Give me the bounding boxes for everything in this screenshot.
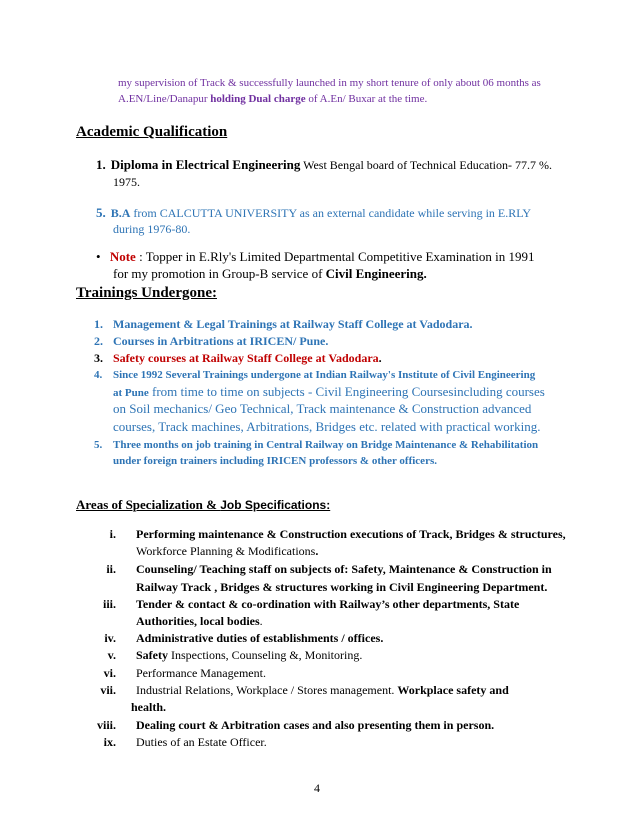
academic-note: [96, 249, 535, 265]
area-num: vii.: [100, 683, 116, 697]
area-text: Inspections, Counseling &, Monitoring.: [168, 648, 363, 662]
heading-part-sans: Job Specifications:: [220, 498, 331, 512]
note-text: for my promotion in Group-B service of: [113, 266, 326, 281]
item-num: 5.: [94, 439, 103, 451]
training-item-5-line-2: under foreign trainers including IRICEN professors & other officers.: [113, 455, 437, 467]
academic-item-2-line-2: during 1976-80.: [113, 222, 191, 236]
item-rest: West Bengal board of Technical Education- 77.7 %.: [300, 158, 553, 172]
area-num: viii.: [96, 718, 116, 732]
area-item-7: [136, 683, 509, 698]
heading-part: Areas of Specialization &: [76, 497, 221, 512]
area-item-2: Counseling/ Teaching staff on subjects of: Safety, Maintenance & Construction in: [136, 562, 552, 576]
item-num: 5.: [96, 205, 106, 220]
area-num: iii.: [102, 597, 116, 611]
intro-line-2: [118, 93, 427, 105]
item-text: from time to time on subjects - Civil Engineering Coursesincluding courses: [148, 384, 545, 399]
area-item-4: Administrative duties of establishments / offices.: [136, 631, 384, 645]
area-tail: .: [259, 614, 263, 628]
academic-item-1: [96, 157, 552, 173]
note-rest: : Topper in E.Rly's Limited Departmental Competitive Examination in 1991: [135, 249, 535, 264]
item-num: 3.: [94, 351, 103, 365]
trainings-heading: Trainings Undergone:: [76, 285, 217, 301]
item-text: Three months on job training in Central Railway on Bridge Maintenance & Rehabilitation: [113, 439, 539, 451]
training-item-5: [94, 439, 538, 451]
area-tail: .: [315, 544, 319, 558]
area-bold: Safety: [136, 648, 168, 662]
area-item-2-line-2: Railway Track , Bridges & structures working in Civil Engineering Department.: [136, 580, 548, 594]
bullet-icon: •: [96, 249, 101, 264]
item-num: 4.: [94, 369, 103, 381]
area-item-3-line-2: [136, 614, 263, 629]
item-text: Courses in Arbitrations at IRICEN/ Pune.: [113, 334, 329, 348]
note-bold: Civil Engineering.: [325, 266, 427, 281]
item-rest: from CALCUTTA UNIVERSITY as an external candidate while serving in E.RLY: [130, 206, 532, 220]
note-label: Note: [109, 249, 136, 264]
area-item-9: Duties of an Estate Officer.: [136, 735, 267, 749]
area-item-1-line-2: [136, 544, 318, 559]
area-bold: Workplace safety and: [397, 683, 509, 697]
area-num: v.: [107, 648, 116, 662]
area-num: ix.: [103, 735, 116, 749]
training-item-4-line-4: courses, Track machines, Arbitrations, Bridges etc. related with practical working.: [113, 419, 541, 434]
area-item-1: Performing maintenance & Construction executions of Track, Bridges & structures,: [136, 527, 566, 541]
area-num: ii.: [106, 562, 116, 576]
page-number: 4: [314, 781, 320, 795]
area-item-3: Tender & contact & co-ordination with Railway’s other departments, State: [136, 597, 520, 611]
area-text: Authorities, local bodies: [136, 614, 260, 628]
training-item-4-line-2: [113, 383, 545, 401]
item-num: 1.: [96, 157, 106, 172]
area-item-6: Performance Management.: [136, 666, 266, 680]
training-item-4-line-3: on Soil mechanics/ Geo Technical, Track maintenance & Construction advanced: [113, 401, 532, 416]
area-item-7-line-2: health.: [131, 700, 167, 714]
area-num: i.: [109, 527, 116, 541]
areas-heading: [76, 497, 330, 513]
area-num: vi.: [103, 666, 116, 680]
intro-text-end: of A.En/ Buxar at the time.: [305, 93, 428, 105]
intro-text: A.EN/Line/Danapur: [118, 93, 211, 105]
item-text-bold: at Pune: [113, 387, 149, 399]
item-text: Since 1992 Several Trainings undergone at Indian Railway's Institute of Civil Engineering: [113, 369, 536, 381]
intro-bold: holding Dual charge: [210, 93, 306, 105]
training-item-4: [94, 369, 535, 381]
area-num: iv.: [104, 631, 116, 645]
item-title: B.A: [110, 206, 131, 220]
academic-item-1-line-2: 1975.: [113, 175, 140, 189]
training-item-3: [94, 351, 382, 366]
area-text: Workforce Planning & Modifications: [136, 544, 316, 558]
area-item-5: [136, 648, 362, 663]
academic-note-line-2: [113, 266, 427, 282]
item-num: 1.: [94, 317, 103, 331]
item-title: Diploma in Electrical Engineering: [110, 157, 301, 172]
academic-item-2: [96, 205, 531, 221]
area-item-8: Dealing court & Arbitration cases and also presenting them in person.: [136, 718, 495, 732]
intro-line-1: my supervision of Track & successfully launched in my short tenure of only about 06 months as: [118, 77, 541, 89]
training-item-2: [94, 334, 328, 349]
item-tail: .: [378, 351, 382, 365]
item-num: 2.: [94, 334, 103, 348]
item-text: Safety courses at Railway Staff College at Vadodara: [113, 351, 379, 365]
academic-heading: Academic Qualification: [76, 124, 228, 140]
area-text: Industrial Relations, Workplace / Stores management.: [136, 683, 398, 697]
training-item-1: [94, 317, 473, 332]
item-text: Management & Legal Trainings at Railway Staff College at Vadodara.: [113, 317, 473, 331]
